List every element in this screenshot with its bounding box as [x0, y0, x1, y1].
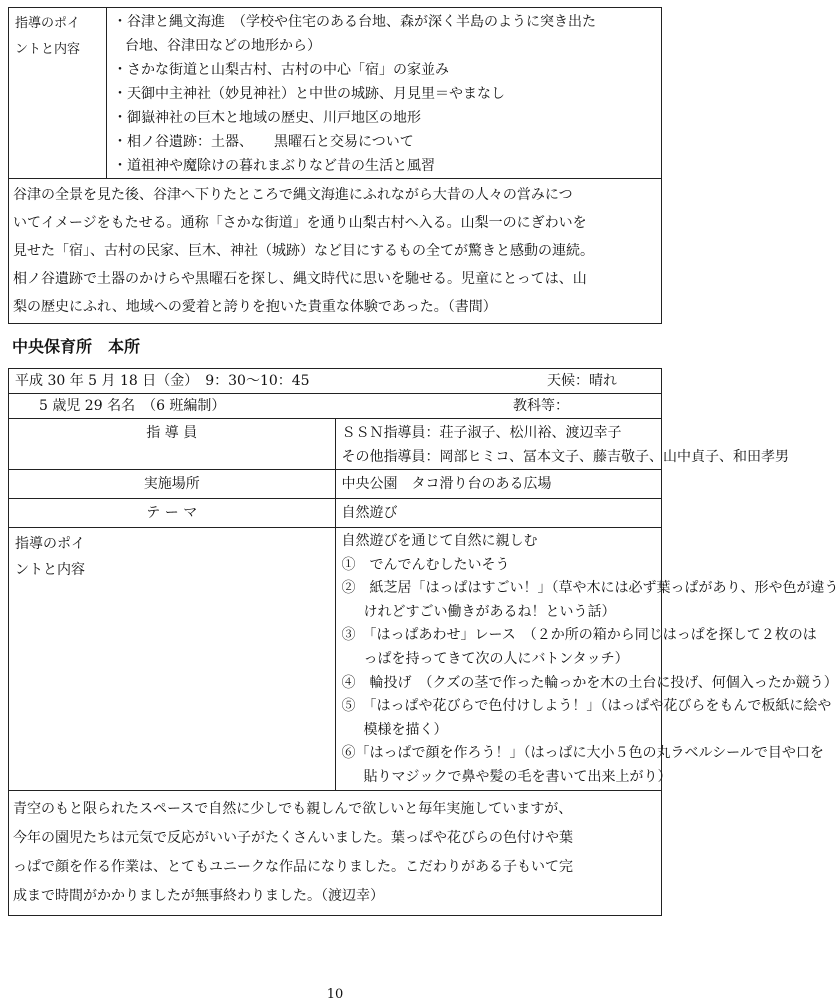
excursion-report-table	[8, 7, 662, 324]
weather-text: 天候：晴れ	[547, 373, 617, 389]
bullet-item: ・道祖神や魔除けの暮れまぶりなど昔の生活と風習	[113, 158, 435, 174]
activity-item: ① でんでんむしたいそう	[341, 556, 510, 573]
date-row	[9, 369, 662, 394]
bullet-item: ・相ノ谷遺跡：土器、 黒曜石と交易について	[113, 134, 414, 150]
nursery-report-table	[8, 368, 839, 916]
points-content	[107, 8, 662, 179]
date-text: 平成 30 年 5 月 18 日（金） 9：30〜10：45	[15, 373, 310, 389]
activity-item: ③ 「はっぱあわせ」レース （２か所の箱から同じはっぱを探して２枚のは	[341, 627, 817, 644]
summary-line: っぱで顔を作る作業は、とてもユニークな作品になりました。こだわりがある子もいて完	[13, 858, 573, 875]
grade-cell	[9, 394, 662, 419]
activity-item-continuation: けれどすごい働きがあるね！という話）	[363, 603, 616, 620]
activity-item: 自然遊びを通じて自然に親しむ	[341, 533, 538, 549]
summary-line: 青空のもと限られたスペースで自然に少しでも親しんで欲しいと毎年実施していますが、	[13, 800, 573, 817]
location-label: 実施場所	[9, 470, 336, 499]
instructors-label: 指 導 員	[9, 419, 336, 470]
bullet-item: ・天御中主神社（妙見神社）と中世の城跡、月見里＝やまなし	[113, 86, 505, 102]
points-label	[9, 528, 336, 791]
points-label	[9, 8, 107, 179]
summary-line: 見せた「宿」、古村の民家、巨木、神社（城跡）など目にするもの全てが驚きと感動の連続。	[13, 243, 594, 259]
points-label-line: 指導のポイ	[15, 536, 85, 552]
points-label-line: ントと内容	[15, 42, 81, 57]
theme-value: 自然遊び	[335, 499, 662, 528]
summary-line: 谷津の全景を見た後、谷津へ下りたところで縄文海進にふれながら大昔の人々の営みにつ	[13, 187, 573, 203]
page-number: 10	[326, 987, 344, 1002]
summary-row	[9, 179, 662, 324]
summary-text	[9, 179, 662, 324]
activity-item: ⑤ 「はっぱや花びらで色付けしよう！」（はっぱや花びらをもんで板紙に絵や	[341, 698, 832, 715]
summary-line: 梨の歴史にふれ、地域への愛着と誇りを抱いた貴重な体験であった。（書間）	[13, 299, 497, 315]
bullet-item: ・さかな街道と山梨古村、古村の中心「宿」の家並み	[113, 62, 449, 78]
activity-item-continuation: 模様を描く）	[363, 721, 448, 738]
grade-text: 5 歳児 29 名名 （6 班編制）	[39, 398, 226, 414]
theme-row	[9, 499, 662, 528]
instructors-row	[9, 419, 662, 470]
summary-text	[9, 790, 662, 915]
instructors-value	[335, 419, 789, 470]
points-content	[335, 528, 839, 791]
points-label-line: ントと内容	[15, 562, 85, 578]
activity-item-continuation: 貼りマジックで鼻や髪の毛を書いて出来上がり）	[363, 768, 672, 785]
subject-text: 教科等：	[513, 398, 569, 414]
summary-line: 相ノ谷遺跡で土器のかけらや黒曜石を探し、縄文時代に思いを馳せる。児童にとっては、山	[13, 271, 587, 287]
summary-line: いてイメージをもたせる。通称「さかな街道」を通り山梨古村へ入る。山梨一のにぎわいを	[13, 215, 587, 231]
summary-line: 成まで時間がかかりましたが無事終わりました。（渡辺幸）	[13, 887, 384, 904]
bullet-item: ・御嶽神社の巨木と地域の歴史、川戸地区の地形	[113, 110, 421, 126]
location-value: 中央公園 タコ滑り台のある広場	[335, 470, 662, 499]
bullet-item: ・谷津と縄文海進 （学校や住宅のある台地、森が深く半島のように突き出た	[113, 14, 596, 30]
summary-row	[9, 790, 662, 915]
theme-label: テ ー マ	[9, 499, 336, 528]
grade-row	[9, 394, 662, 419]
instructors-line: ＳＳＮ指導員：荘子淑子、松川裕、渡辺幸子	[341, 425, 622, 441]
activity-item: ④ 輪投げ （クズの茎で作った輪っかを木の土台に投げ、何個入ったか競う）	[341, 674, 838, 691]
date-cell	[9, 369, 662, 394]
points-row	[9, 8, 662, 179]
instructors-line: その他指導員：岡部ヒミコ、冨本文子、藤吉敬子、山中貞子、和田孝男	[341, 449, 789, 465]
points-row	[9, 528, 662, 791]
summary-line: 今年の園児たちは元気で反応がいい子がたくさんいました。葉っぱや花びらの色付けや葉	[13, 829, 573, 846]
activity-item: ② 紙芝居「はっぱはすごい！」（草や木には必ず葉っぱがあり、形や色が違う	[341, 580, 839, 597]
section-title: 中央保育所 本所	[12, 337, 141, 356]
location-row	[9, 470, 662, 499]
points-label-line: 指導のポイ	[15, 16, 81, 31]
activity-item: ⑥「はっぱで顔を作ろう！」（はっぱに大小５色の丸ラベルシールで目や口を	[341, 745, 824, 762]
bullet-item-continuation: 台地、谷津田などの地形から）	[125, 38, 321, 54]
activity-item-continuation: っぱを持ってきて次の人にバトンタッチ）	[363, 650, 629, 667]
